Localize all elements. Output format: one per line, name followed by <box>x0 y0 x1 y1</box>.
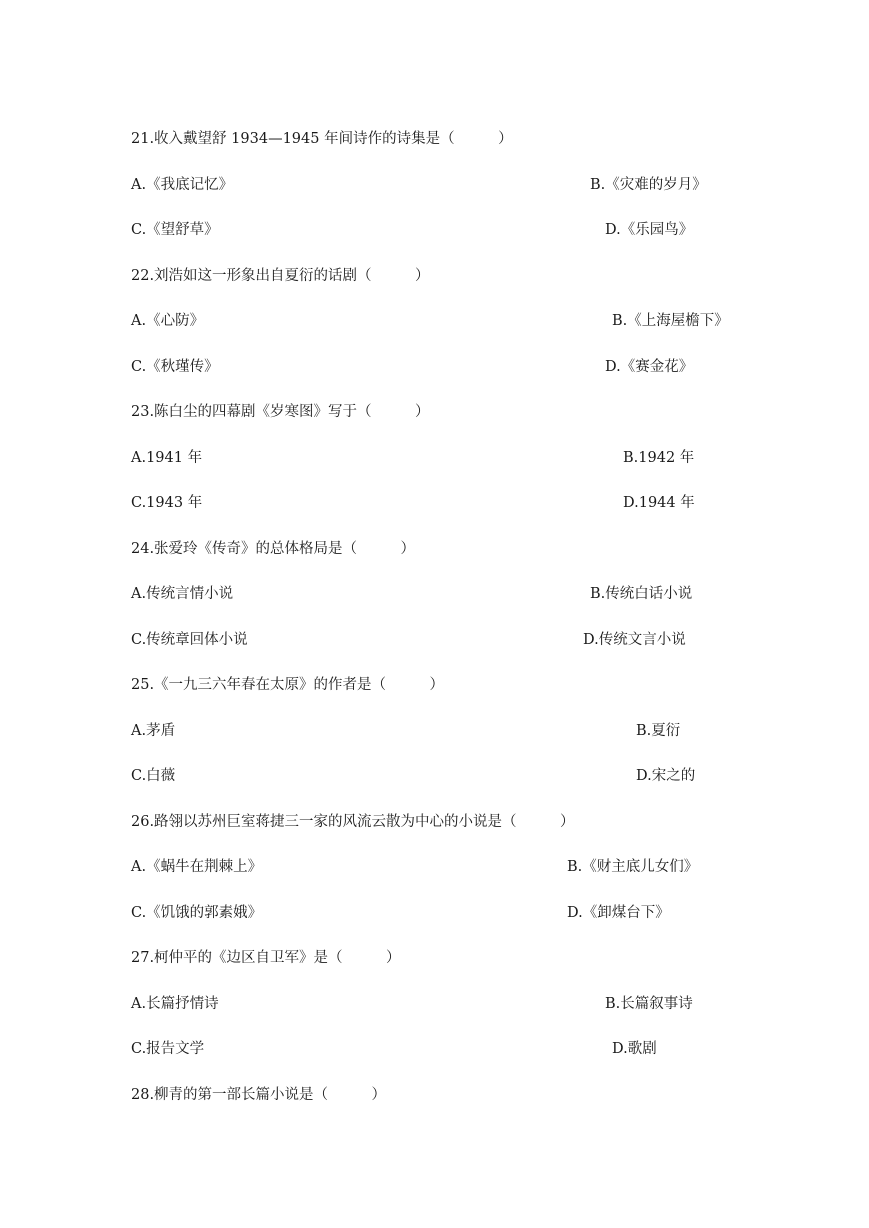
question-23-option-d: D.1944 年 <box>623 495 695 511</box>
question-27-stem: 27.柯仲平的《边区自卫军》是（ ） <box>131 950 401 966</box>
question-27-option-b: B.长篇叙事诗 <box>605 996 693 1012</box>
question-27-option-c: C.报告文学 <box>131 1041 205 1057</box>
question-22-option-c: C.《秋瑾传》 <box>131 359 219 375</box>
question-24-option-b: B.传统白话小说 <box>590 586 693 602</box>
question-22-option-b: B.《上海屋檐下》 <box>612 313 729 329</box>
question-23-option-a: A.1941 年 <box>131 450 203 466</box>
question-28-stem: 28.柳青的第一部长篇小说是（ ） <box>131 1087 387 1103</box>
question-21-option-c: C.《望舒草》 <box>131 222 219 238</box>
question-24-stem: 24.张爱玲《传奇》的总体格局是（ ） <box>131 541 416 557</box>
question-26-stem: 26.路翎以苏州巨室蒋捷三一家的风流云散为中心的小说是（ ） <box>131 814 575 830</box>
question-24-option-a: A.传统言情小说 <box>131 586 234 602</box>
question-25-option-c: C.白薇 <box>131 768 176 784</box>
question-23-option-b: B.1942 年 <box>623 450 695 466</box>
question-26-option-a: A.《蜗牛在荆棘上》 <box>131 859 263 875</box>
question-23-option-c: C.1943 年 <box>131 495 203 511</box>
question-25-option-d: D.宋之的 <box>636 768 696 784</box>
question-26-option-b: B.《财主底儿女们》 <box>567 859 699 875</box>
question-27-option-d: D.歌剧 <box>612 1041 657 1057</box>
question-23-stem: 23.陈白尘的四幕剧《岁寒图》写于（ ） <box>131 404 430 420</box>
question-22-option-a: A.《心防》 <box>131 313 205 329</box>
question-24-option-d: D.传统文言小说 <box>583 632 686 648</box>
question-22-option-d: D.《赛金花》 <box>605 359 694 375</box>
question-25-stem: 25.《一九三六年春在太原》的作者是（ ） <box>131 677 445 693</box>
question-22-stem: 22.刘浩如这一形象出自夏衍的话剧（ ） <box>131 268 430 284</box>
question-21-option-a: A.《我底记忆》 <box>131 177 234 193</box>
question-27-option-a: A.长篇抒情诗 <box>131 996 219 1012</box>
question-26-option-c: C.《饥饿的郭素娥》 <box>131 905 263 921</box>
question-25-option-b: B.夏衍 <box>636 723 681 739</box>
question-24-option-c: C.传统章回体小说 <box>131 632 248 648</box>
question-25-option-a: A.茅盾 <box>131 723 176 739</box>
question-21-stem: 21.收入戴望舒 1934—1945 年间诗作的诗集是（ ） <box>131 131 513 147</box>
question-21-option-d: D.《乐园鸟》 <box>605 222 694 238</box>
question-26-option-d: D.《卸煤台下》 <box>567 905 670 921</box>
question-21-option-b: B.《灾难的岁月》 <box>590 177 707 193</box>
